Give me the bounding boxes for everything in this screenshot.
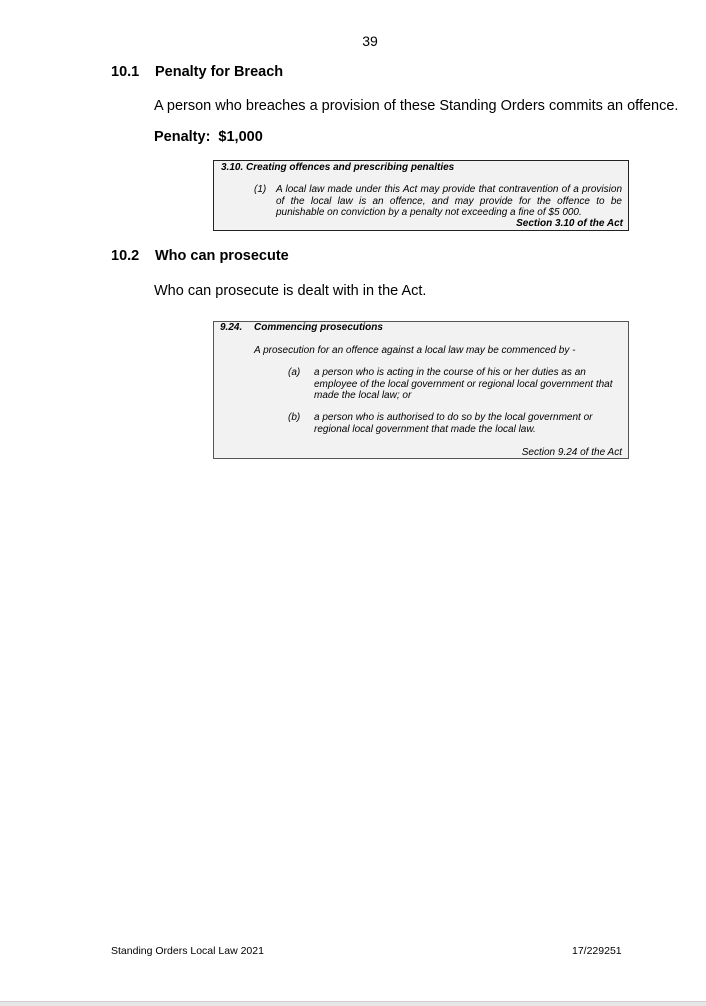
list-item-label: (b) <box>288 412 301 423</box>
page-edge-divider <box>0 1001 706 1006</box>
section-body-10-2: Who can prosecute is dealt with in the Act. <box>154 283 427 299</box>
quote-number: 9.24. <box>220 322 243 333</box>
page-number: 39 <box>362 33 378 49</box>
penalty-label: Penalty: <box>154 129 211 145</box>
quote-source: Section 3.10 of the Act <box>516 218 623 229</box>
section-heading-10-2 <box>111 248 289 264</box>
section-title: Penalty for Breach <box>155 64 284 80</box>
clause-text: A local law made under this Act may provide that contravention of a provision of the local law is an offence, and may provide for the offence to be punishable on conviction by a penalty not exceeding a fine of $5 000. <box>276 184 622 218</box>
footer-document-title: Standing Orders Local Law 2021 <box>111 945 264 957</box>
list-item-text: a person who is authorised to do so by the local government or regional local government that made the local law. <box>314 412 593 435</box>
section-body-10-1: A person who breaches a provision of these Standing Orders commits an offence. <box>154 98 679 114</box>
clause-number: (1) <box>254 184 267 195</box>
quote-intro: A prosecution for an offence against a local law may be commenced by - <box>254 345 576 356</box>
footer-reference-number: 17/229251 <box>572 945 622 957</box>
quote-source: Section 9.24 of the Act <box>521 447 622 458</box>
section-title: Who can prosecute <box>155 248 289 264</box>
section-heading-10-1 <box>111 64 283 80</box>
quote-title: Commencing prosecutions <box>254 322 383 333</box>
penalty-amount: $1,000 <box>218 129 263 145</box>
list-item-label: (a) <box>288 367 301 378</box>
section-number: 10.1 <box>111 64 140 80</box>
act-quote-box-9-24 <box>213 321 629 459</box>
act-quote-box-3-10 <box>213 160 629 231</box>
section-number: 10.2 <box>111 248 140 264</box>
penalty-line <box>154 129 263 145</box>
list-item-text: a person who is acting in the course of his or her duties as an employee of the local government or regional local government that made the local law; or <box>314 367 613 401</box>
quote-title: 3.10. Creating offences and prescribing penalties <box>221 162 455 173</box>
